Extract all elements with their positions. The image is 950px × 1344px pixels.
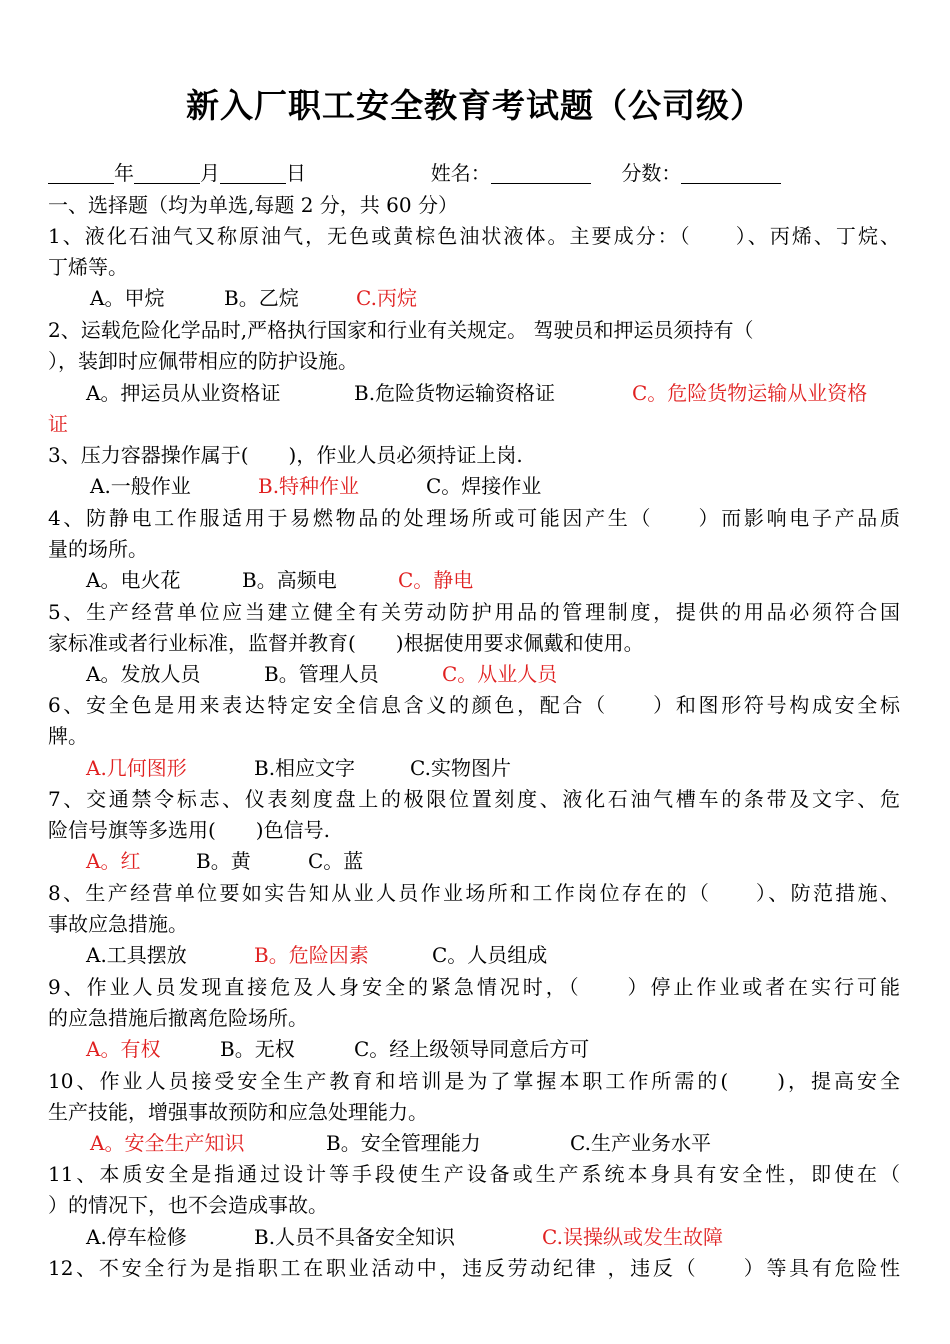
question-10-options (48, 1128, 900, 1159)
question-7-line-2: 险信号旗等多选用( )色信号. (48, 818, 330, 842)
option-c-answer[interactable]: C.误操纵或发生故障 (542, 1225, 723, 1249)
option-b[interactable]: B.相应文字 (254, 756, 356, 780)
option-b[interactable]: B.危险货物运输资格证 (354, 381, 556, 405)
question-1-line-1: 1、液化石油气又称原油气，无色或黄棕色油状液体。主要成分：（ ）、丙烯、丁烷、 (48, 224, 900, 248)
question-8-line-2: 事故应急措施。 (48, 912, 188, 936)
option-b[interactable]: B。管理人员 (264, 662, 379, 686)
day-label: 日 (286, 161, 306, 185)
question-3-options (48, 471, 900, 502)
question-6-line-1: 6、安全色是用来表达特定安全信息含义的颜色，配合（ ）和图形符号构成安全标 (48, 693, 900, 717)
option-c[interactable]: C。焊接作业 (426, 474, 542, 498)
option-b[interactable]: B。安全管理能力 (326, 1131, 481, 1155)
year-label: 年 (114, 161, 134, 185)
question-4-line-2: 量的场所。 (48, 537, 148, 561)
section-heading: 一、选择题（均为单选,每题 2 分，共 60 分） (48, 193, 458, 217)
option-a[interactable]: A.停车检修 (86, 1225, 187, 1249)
question-2-options (48, 378, 900, 409)
question-8-line-1: 8、生产经营单位要如实告知从业人员作业场所和工作岗位存在的（ ）、防范措施、 (48, 881, 900, 905)
question-2-line-2: ），装卸时应佩带相应的防护设施。 (48, 349, 358, 373)
option-a[interactable]: A。押运员从业资格证 (86, 381, 281, 405)
question-5-line-2: 家标准或者行业标准，监督并教育( )根据使用要求佩戴和使用。 (48, 631, 644, 655)
question-4-options (48, 565, 900, 596)
option-c-answer[interactable]: C.丙烷 (356, 286, 417, 310)
question-9-options (48, 1034, 900, 1065)
option-b-answer[interactable]: B.特种作业 (258, 474, 360, 498)
score-blank[interactable] (681, 163, 781, 184)
option-c-answer[interactable]: C。静电 (398, 568, 474, 592)
question-7-options (48, 846, 900, 877)
question-1-options (48, 283, 900, 314)
option-c[interactable]: C.实物图片 (410, 756, 511, 780)
question-5-line-1: 5、生产经营单位应当建立健全有关劳动防护用品的管理制度，提供的用品必须符合国 (48, 600, 900, 624)
option-b[interactable]: B。黄 (196, 849, 251, 873)
question-12-line-1: 12、不安全行为是指职工在职业活动中，违反劳动纪律 ，违反（ ）等具有危险性 (48, 1256, 900, 1280)
option-b[interactable]: B。乙烷 (224, 286, 299, 310)
option-c[interactable]: C。人员组成 (432, 943, 548, 967)
question-5-options (48, 659, 900, 690)
option-a[interactable]: A。发放人员 (86, 662, 201, 686)
option-a[interactable]: A。甲烷 (90, 286, 165, 310)
option-a[interactable]: A.工具摆放 (86, 943, 187, 967)
option-a-answer[interactable]: A。红 (86, 849, 141, 873)
option-a[interactable]: A。电火花 (86, 568, 181, 592)
month-label: 月 (200, 161, 220, 185)
question-2-option-c-continued: 证 (48, 412, 68, 436)
option-c[interactable]: C。蓝 (308, 849, 364, 873)
question-3-line-1: 3、压力容器操作属于( )，作业人员必须持证上岗. (48, 443, 523, 467)
option-c-answer[interactable]: C。从业人员 (442, 662, 558, 686)
option-a-answer[interactable]: A.几何图形 (86, 756, 187, 780)
question-10-line-1: 10、作业人员接受安全生产教育和培训是为了掌握本职工作所需的( )，提高安全 (48, 1069, 900, 1093)
option-b[interactable]: B。高频电 (242, 568, 337, 592)
option-b[interactable]: B.人员不具备安全知识 (254, 1225, 456, 1249)
question-9-line-1: 9、作业人员发现直接危及人身安全的紧急情况时，（ ）停止作业或者在实行可能 (48, 975, 900, 999)
option-c[interactable]: C。经上级领导同意后方可 (354, 1037, 590, 1061)
question-7-line-1: 7、交通禁令标志、仪表刻度盘上的极限位置刻度、液化石油气槽车的条带及文字、危 (48, 787, 900, 811)
option-a-answer[interactable]: A。有权 (86, 1037, 161, 1061)
option-b[interactable]: B。无权 (220, 1037, 295, 1061)
question-2-line-1: 2、运载危险化学品时,严格执行国家和行业有关规定。 驾驶员和押运员须持有（ (48, 318, 754, 342)
option-c-answer[interactable]: C。危险货物运输从业资格 (632, 381, 868, 405)
month-blank[interactable] (134, 163, 200, 184)
question-11-line-2: ）的情况下，也不会造成事故。 (48, 1193, 328, 1217)
option-b-answer[interactable]: B。危险因素 (254, 943, 369, 967)
question-11-line-1: 11、本质安全是指通过设计等手段使生产设备或生产系统本身具有安全性，即使在（ (48, 1162, 900, 1186)
option-c[interactable]: C.生产业务水平 (570, 1131, 711, 1155)
question-10-line-2: 生产技能，增强事故预防和应急处理能力。 (48, 1100, 428, 1124)
question-1-line-2: 丁烯等。 (48, 255, 128, 279)
question-8-options (48, 940, 900, 971)
exam-header-fields (48, 158, 900, 189)
question-6-line-2: 牌。 (48, 724, 88, 748)
name-blank[interactable] (491, 163, 591, 184)
question-6-options (48, 753, 900, 784)
name-label: 姓名： (430, 161, 491, 185)
day-blank[interactable] (220, 163, 286, 184)
option-a-answer[interactable]: A。安全生产知识 (90, 1131, 245, 1155)
year-blank[interactable] (48, 163, 114, 184)
question-4-line-1: 4、防静电工作服适用于易燃物品的处理场所或可能因产生（ ）而影响电子产品质 (48, 506, 900, 530)
question-9-line-2: 的应急措施后撤离危险场所。 (48, 1006, 308, 1030)
page-title: 新入厂职工安全教育考试题（公司级） (186, 86, 764, 125)
score-label: 分数： (621, 161, 682, 185)
option-a[interactable]: A.一般作业 (90, 474, 191, 498)
question-11-options (48, 1222, 900, 1253)
